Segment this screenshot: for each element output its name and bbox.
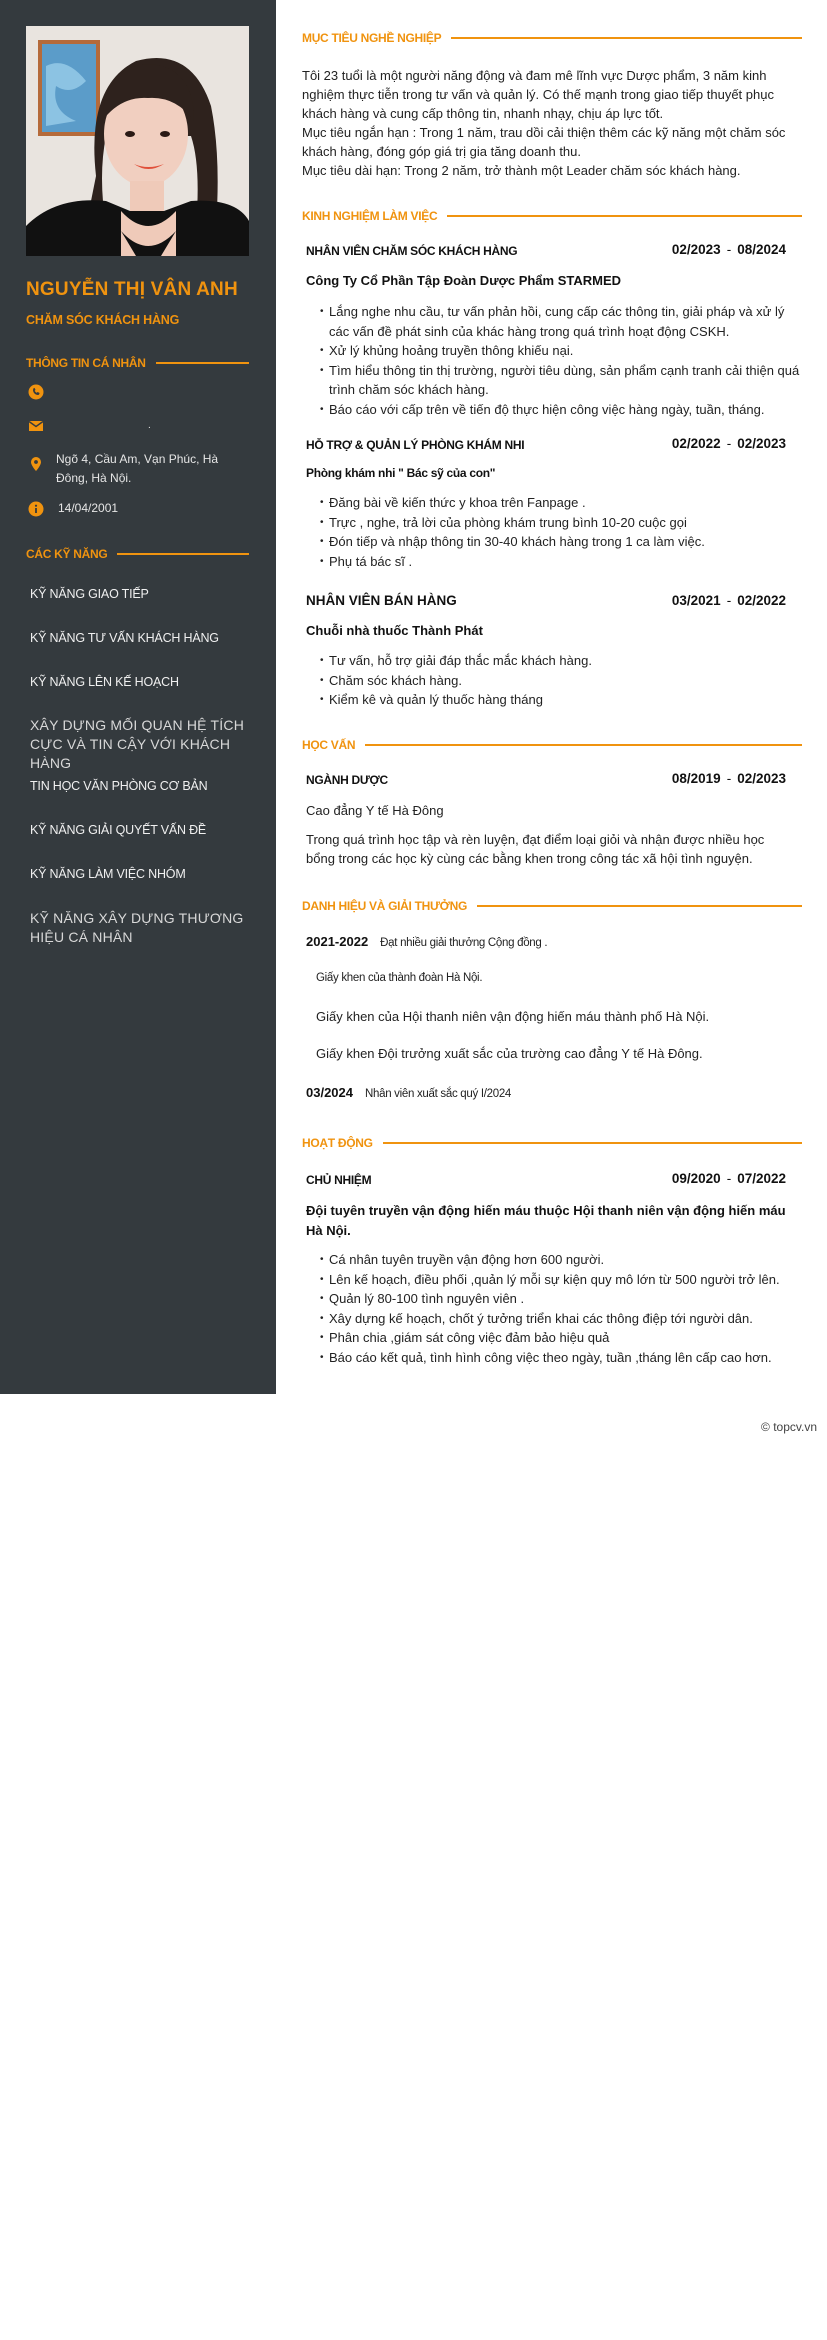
activity-role: CHỦ NHIỆM [306, 1173, 372, 1187]
bullet-item: • Trực , nghe, trả lời của phòng khám trung bình 10-20 cuộc gọi [320, 513, 800, 533]
birthday-value: 14/04/2001 [58, 501, 119, 515]
activity-end: 07/2022 [737, 1171, 786, 1186]
job-title: HỖ TRỢ & QUẢN LÝ PHÒNG KHÁM NHI [306, 438, 525, 452]
skills-title: CÁC KỸ NĂNG [26, 547, 108, 561]
bullet-item: • Quản lý 80-100 tình nguyên viên . [320, 1289, 800, 1309]
award-year: 2021-2022 [306, 934, 369, 949]
activities-title: HOẠT ĐỘNG [302, 1136, 373, 1150]
personal-info-heading [26, 356, 249, 370]
portrait-image [26, 26, 249, 256]
bullet-item: • Cá nhân tuyên truyền vận động hơn 600 người. [320, 1250, 800, 1270]
education-description: Trong quá trình học tập và rèn luyện, đạt điểm loại giỏi và nhận được nhiều học bổng trong các học kỳ cùng các bằng khen trong công tác xã hội tình nguyện. [306, 832, 765, 866]
objective-line: Mục tiêu ngắn hạn : Trong 1 năm, trau dồi cải thiện thêm các kỹ năng một chăm sóc khách hàng, đóng góp giá trị gia tăng doanh thu. [302, 125, 786, 159]
email-value: . [148, 420, 151, 431]
award-sub-item: Giấy khen của thành đoàn Hà Nội. [316, 972, 483, 984]
skill-item: TIN HỌC VĂN PHÒNG CƠ BẢN [30, 779, 208, 793]
job-title: NHÂN VIÊN CHĂM SÓC KHÁCH HÀNG [306, 244, 518, 258]
objective-text [302, 66, 802, 180]
info-email [28, 418, 236, 435]
job-bullets [320, 302, 800, 419]
skill-item: XÂY DỰNG MỐI QUAN HỆ TÍCH CỰC VÀ TIN CẬY VỚI KHÁCH HÀNG [30, 717, 245, 771]
skill-item: KỸ NĂNG GIAO TIẾP [30, 587, 149, 601]
award-text: Đạt nhiều giải thưởng Cộng đồng . [380, 937, 548, 949]
profile-photo [26, 26, 249, 256]
bullet-item: • Đăng bài về kiến thức y khoa trên Fanpage . [320, 493, 800, 513]
objective-line: Tôi 23 tuổi là một người năng động và đam mê lĩnh vực Dược phẩm, 3 năm kinh nghiệm thực tiễn trong tư vấn và quản lý. Có thế mạnh trong giao tiếp thuyết phục khách hàng và cung cấp thông tin, nhanh nhạy, chịu áp lực tốt. [302, 68, 774, 121]
education-major: NGÀNH DƯỢC [306, 773, 388, 787]
education-heading [302, 738, 802, 752]
info-phone [28, 384, 236, 400]
bullet-item: • Báo cáo kết quả, tình hình công việc theo ngày, tuần ,tháng lên cấp cao hơn. [320, 1348, 800, 1368]
job-bullets [320, 493, 800, 571]
bullet-item: • Báo cáo với cấp trên về tiến độ thực hiện công việc hàng ngày, tuần, tháng. [320, 400, 800, 420]
activity-date [672, 1171, 786, 1186]
education-date [672, 771, 786, 786]
job-end: 02/2023 [737, 436, 786, 451]
email-icon [28, 418, 44, 434]
job-date [672, 242, 786, 257]
location-icon [28, 456, 44, 472]
award-sub-item: Giấy khen Đội trưởng xuất sắc của trường cao đẳng Y tế Hà Đông. [316, 1046, 703, 1061]
job-title: NHÂN VIÊN BÁN HÀNG [306, 593, 457, 608]
bullet-item: • Lên kế hoạch, điều phối ,quản lý mỗi sự kiện quy mô lớn từ 500 người trở lên. [320, 1270, 800, 1290]
bullet-item: • Xây dựng kế hoạch, chốt ý tưởng triển khai các thông điệp tới người dân. [320, 1309, 800, 1329]
skills-heading [26, 547, 249, 561]
skill-item: KỸ NĂNG TƯ VẤN KHÁCH HÀNG [30, 631, 219, 645]
objective-line: Mục tiêu dài hạn: Trong 2 năm, trở thành một Leader chăm sóc khách hàng. [302, 163, 741, 178]
skill-item: KỸ NĂNG GIẢI QUYẾT VẤN ĐỀ [30, 823, 207, 837]
date-separator: - [726, 771, 732, 786]
job-bullets [320, 651, 800, 710]
bullet-item: • Đón tiếp và nhập thông tin 30-40 khách hàng trong 1 ca làm việc. [320, 532, 800, 552]
objective-heading [302, 31, 802, 45]
heading-divider [477, 905, 802, 907]
skill-item: KỸ NĂNG LÊN KẾ HOẠCH [30, 675, 179, 689]
bullet-item: • Phân chia ,giám sát công việc đảm bảo hiệu quả [320, 1328, 800, 1348]
bullet-item: • Chăm sóc khách hàng. [320, 671, 800, 691]
phone-icon [28, 384, 44, 400]
candidate-name: NGUYỄN THỊ VÂN ANH [26, 279, 238, 300]
experience-title: KINH NGHIỆM LÀM VIỆC [302, 209, 438, 223]
info-icon [28, 501, 44, 517]
personal-info-title: THÔNG TIN CÁ NHÂN [26, 356, 146, 370]
job-company: Chuỗi nhà thuốc Thành Phát [306, 623, 483, 638]
award-item [306, 1085, 511, 1100]
award-sub-item: Giấy khen của Hội thanh niên vận động hiến máu thành phố Hà Nội. [316, 1009, 710, 1024]
heading-divider [156, 362, 249, 364]
heading-divider [383, 1142, 802, 1144]
education-start: 08/2019 [671, 771, 721, 786]
education-title: HỌC VẤN [302, 738, 356, 752]
education-school: Cao đẳng Y tế Hà Đông [306, 803, 444, 818]
job-start: 02/2023 [671, 242, 721, 257]
date-separator: - [726, 242, 732, 257]
awards-title: DANH HIỆU VÀ GIẢI THƯỞNG [302, 899, 467, 913]
info-address [28, 452, 236, 488]
job-end: 02/2022 [737, 593, 786, 608]
skill-item: KỸ NĂNG LÀM VIỆC NHÓM [30, 867, 186, 881]
activity-organization: Đội tuyên truyền vận động hiến máu thuộc Hội thanh niên vận động hiến máu Hà Nội. [306, 1203, 786, 1238]
award-year: 03/2024 [306, 1085, 353, 1100]
info-birthday [28, 501, 238, 518]
bullet-item: • Tư vấn, hỗ trợ giải đáp thắc mắc khách hàng. [320, 651, 800, 671]
activity-start: 09/2020 [671, 1171, 721, 1186]
date-separator: - [726, 1171, 732, 1186]
awards-heading [302, 899, 802, 913]
activity-bullets [320, 1250, 800, 1367]
activities-heading [302, 1136, 802, 1150]
job-start: 02/2022 [671, 436, 721, 451]
skill-item: KỸ NĂNG XÂY DỰNG THƯƠNG HIỆU CÁ NHÂN [30, 910, 244, 945]
job-company: Phòng khám nhi " Bác sỹ của con" [306, 466, 496, 480]
heading-divider [117, 553, 249, 555]
bullet-item: • Tìm hiểu thông tin thị trường, người tiêu dùng, sản phẩm cạnh tranh cải thiện quá trình chăm sóc khách hàng. [320, 361, 800, 400]
heading-divider [365, 744, 802, 746]
job-start: 03/2021 [671, 593, 721, 608]
experience-heading [302, 209, 802, 223]
job-end: 08/2024 [737, 242, 786, 257]
candidate-role: CHĂM SÓC KHÁCH HÀNG [26, 313, 180, 327]
award-text: Nhân viên xuất sắc quý I/2024 [365, 1088, 512, 1100]
address-value: Ngõ 4, Cầu Am, Vạn Phúc, Hà Đông, Hà Nội. [56, 452, 219, 485]
education-end: 02/2023 [737, 771, 786, 786]
award-item [306, 934, 547, 949]
sidebar [0, 0, 276, 1394]
copyright-footer: © topcv.vn [761, 1420, 817, 1434]
date-separator: - [726, 593, 732, 608]
bullet-item: • Xử lý khủng hoảng truyền thông khiếu nại. [320, 341, 800, 361]
heading-divider [447, 215, 802, 217]
job-date [672, 436, 786, 451]
date-separator: - [726, 436, 732, 451]
bullet-item: • Phụ tá bác sĩ . [320, 552, 800, 572]
objective-title: MỤC TIÊU NGHỀ NGHIỆP [302, 31, 442, 45]
heading-divider [451, 37, 802, 39]
job-date [672, 593, 786, 608]
bullet-item: • Lắng nghe nhu cầu, tư vấn phản hồi, cung cấp các thông tin, giải pháp và xử lý các vấn đề phát sinh của khác hàng trong quá trình hoạt động CSKH. [320, 302, 800, 341]
bullet-item: • Kiểm kê và quản lý thuốc hàng tháng [320, 690, 800, 710]
job-company: Công Ty Cổ Phần Tập Đoàn Dược Phẩm STARMED [306, 273, 622, 288]
